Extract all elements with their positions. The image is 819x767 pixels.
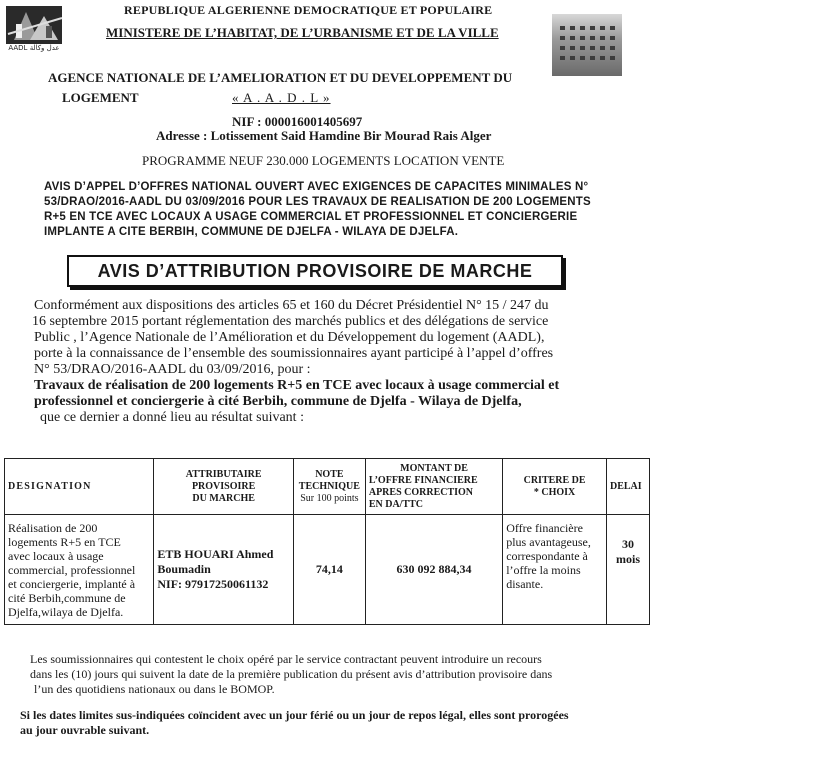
header-text: CRITERE DE	[523, 474, 586, 486]
tender-notice-line: IMPLANTE A CITE BERBIH, COMMUNE DE DJELFA - WILAYA DE DJELFA.	[44, 226, 459, 238]
cell-line: commercial, professionnel	[8, 562, 136, 577]
header-text: EN DA/TTC	[368, 498, 424, 510]
agency-line-1: AGENCE NATIONALE DE L’AMELIORATION ET DU DEVELOPPEMENT DU	[48, 70, 513, 85]
programme-line: PROGRAMME NEUF 230.000 LOGEMENTS LOCATION VENTE	[142, 153, 505, 168]
body-line: porte à la connaissance de l’ensemble des soumissionnaires ayant participé à l’appel d’offres	[34, 346, 554, 361]
body-paragraph	[34, 298, 654, 426]
header-text: APRES CORRECTION	[368, 486, 474, 498]
cell-line: disante.	[506, 577, 544, 591]
col-header-critere	[503, 459, 607, 515]
building-photo	[552, 14, 622, 76]
tender-notice	[44, 180, 624, 240]
holiday-line: au jour ouvrable suivant.	[20, 723, 150, 737]
recourse-line: Les soumissionnaires qui contestent le choix opéré par le service contractant peuvent introduire un recours	[30, 652, 542, 666]
col-header-designation: DESIGNATION	[5, 459, 154, 515]
recourse-line: dans les (10) jours qui suivent la date de la première publication du présent avis d’attribution provisoire dans	[30, 667, 553, 681]
cell-line: avec locaux à usage	[8, 548, 104, 563]
award-table	[4, 458, 650, 625]
cell-line: Djelfa,wilaya de Djelfa.	[8, 604, 124, 619]
holiday-line: Si les dates limites sus-indiquées coïncident avec un jour férié ou un jour de repos légal, elles sont prorogées	[20, 708, 569, 722]
result-line: que ce dernier a donné lieu au résultat suivant :	[40, 410, 304, 425]
republic-title: REPUBLIQUE ALGERIENNE DEMOCRATIQUE ET POPULAIRE	[124, 3, 493, 17]
recourse-paragraph	[30, 652, 650, 697]
cell-montant: 630 092 884,34	[365, 515, 502, 625]
body-line: 16 septembre 2015 portant réglementation des marchés publics et des délégations de service	[32, 314, 549, 329]
header-text: ATTRIBUTAIRE	[185, 468, 262, 480]
cell-delai	[606, 515, 649, 625]
agency-line-2: LOGEMENT	[62, 90, 139, 105]
cell-line: correspondante à	[506, 549, 588, 563]
agency-acronym: « A . A . D . L »	[232, 90, 331, 105]
body-line: Public , l’Agence Nationale de l’Amélioration et du Développement du logement (AADL),	[34, 330, 545, 345]
cell-line: logements R+5 en TCE	[8, 534, 121, 549]
body-bold-line: professionnel et conciergerie à cité Berbih, commune de Djelfa - Wilaya de Djelfa,	[34, 394, 522, 409]
award-banner: AVIS D’ATTRIBUTION PROVISOIRE DE MARCHE	[67, 255, 563, 287]
col-header-montant	[365, 459, 502, 515]
cell-line: et conciergerie, implanté à	[8, 576, 136, 591]
cell-line: Offre financière	[506, 521, 583, 535]
body-bold-line: Travaux de réalisation de 200 logements R+5 en TCE avec locaux à usage commercial et	[34, 378, 560, 393]
tender-notice-line: R+5 EN TCE AVEC LOCAUX A USAGE COMMERCIAL ET PROFESSIONNEL ET CONCIERGERIE	[44, 211, 578, 223]
cell-line: Boumadin	[157, 562, 211, 576]
cell-line: cité Berbih,commune de	[8, 590, 126, 605]
recourse-line: l’un des quotidiens nationaux ou dans le BOMOP.	[34, 682, 275, 696]
cell-line: NIF: 97917250061132	[157, 577, 269, 591]
header-text: TECHNIQUE	[298, 480, 360, 492]
body-line: Conformément aux dispositions des articles 65 et 160 du Décret Présidentiel N° 15 / 247 du	[34, 298, 549, 313]
col-header-note	[293, 459, 365, 515]
body-line: N° 53/DRAO/2016-AADL du 03/09/2016, pour :	[34, 362, 311, 377]
header-text: * CHOIX	[533, 486, 576, 498]
table-header-row	[5, 459, 650, 515]
cell-line: plus avantageuse,	[506, 535, 591, 549]
logo-caption: AADL عدل وكالة	[8, 44, 60, 52]
tender-notice-line: AVIS D’APPEL D’OFFRES NATIONAL OUVERT AVEC EXIGENCES DE CAPACITES MINIMALES N°	[44, 181, 589, 193]
header-subtext: Sur 100 points	[300, 492, 359, 504]
holiday-paragraph	[20, 708, 660, 738]
cell-line: l’offre la moins	[506, 563, 581, 577]
tender-notice-line: 53/DRAO/2016-AADL DU 03/09/2016 POUR LES TRAVAUX DE REALISATION DE 200 LOGEMENTS	[44, 196, 591, 208]
cell-critere	[503, 515, 607, 625]
nif-line: NIF : 000016001405697	[232, 114, 363, 129]
cell-line: mois	[615, 552, 640, 566]
cell-line: 30	[621, 537, 634, 551]
cell-note: 74,14	[293, 515, 365, 625]
header-text: PROVISOIRE	[191, 480, 256, 492]
address-line: Adresse : Lotissement Said Hamdine Bir Mourad Rais Alger	[156, 128, 492, 143]
header-text: L’OFFRE FINANCIERE	[368, 474, 478, 486]
col-header-delai	[606, 459, 649, 515]
table-row	[5, 515, 650, 625]
col-header-attributaire	[154, 459, 294, 515]
ministry-title: MINISTERE DE L’HABITAT, DE L’URBANISME ET DE LA VILLE	[106, 25, 499, 40]
header-text: NOTE	[315, 468, 344, 480]
header-text: DU MARCHE	[192, 492, 255, 504]
cell-attributaire	[154, 515, 294, 625]
cell-designation	[5, 515, 154, 625]
header-text: DELAI	[609, 480, 642, 492]
cell-line: ETB HOUARI Ahmed	[157, 547, 274, 561]
header-text: MONTANT DE	[400, 462, 468, 474]
cell-line: Réalisation de 200	[8, 520, 98, 535]
